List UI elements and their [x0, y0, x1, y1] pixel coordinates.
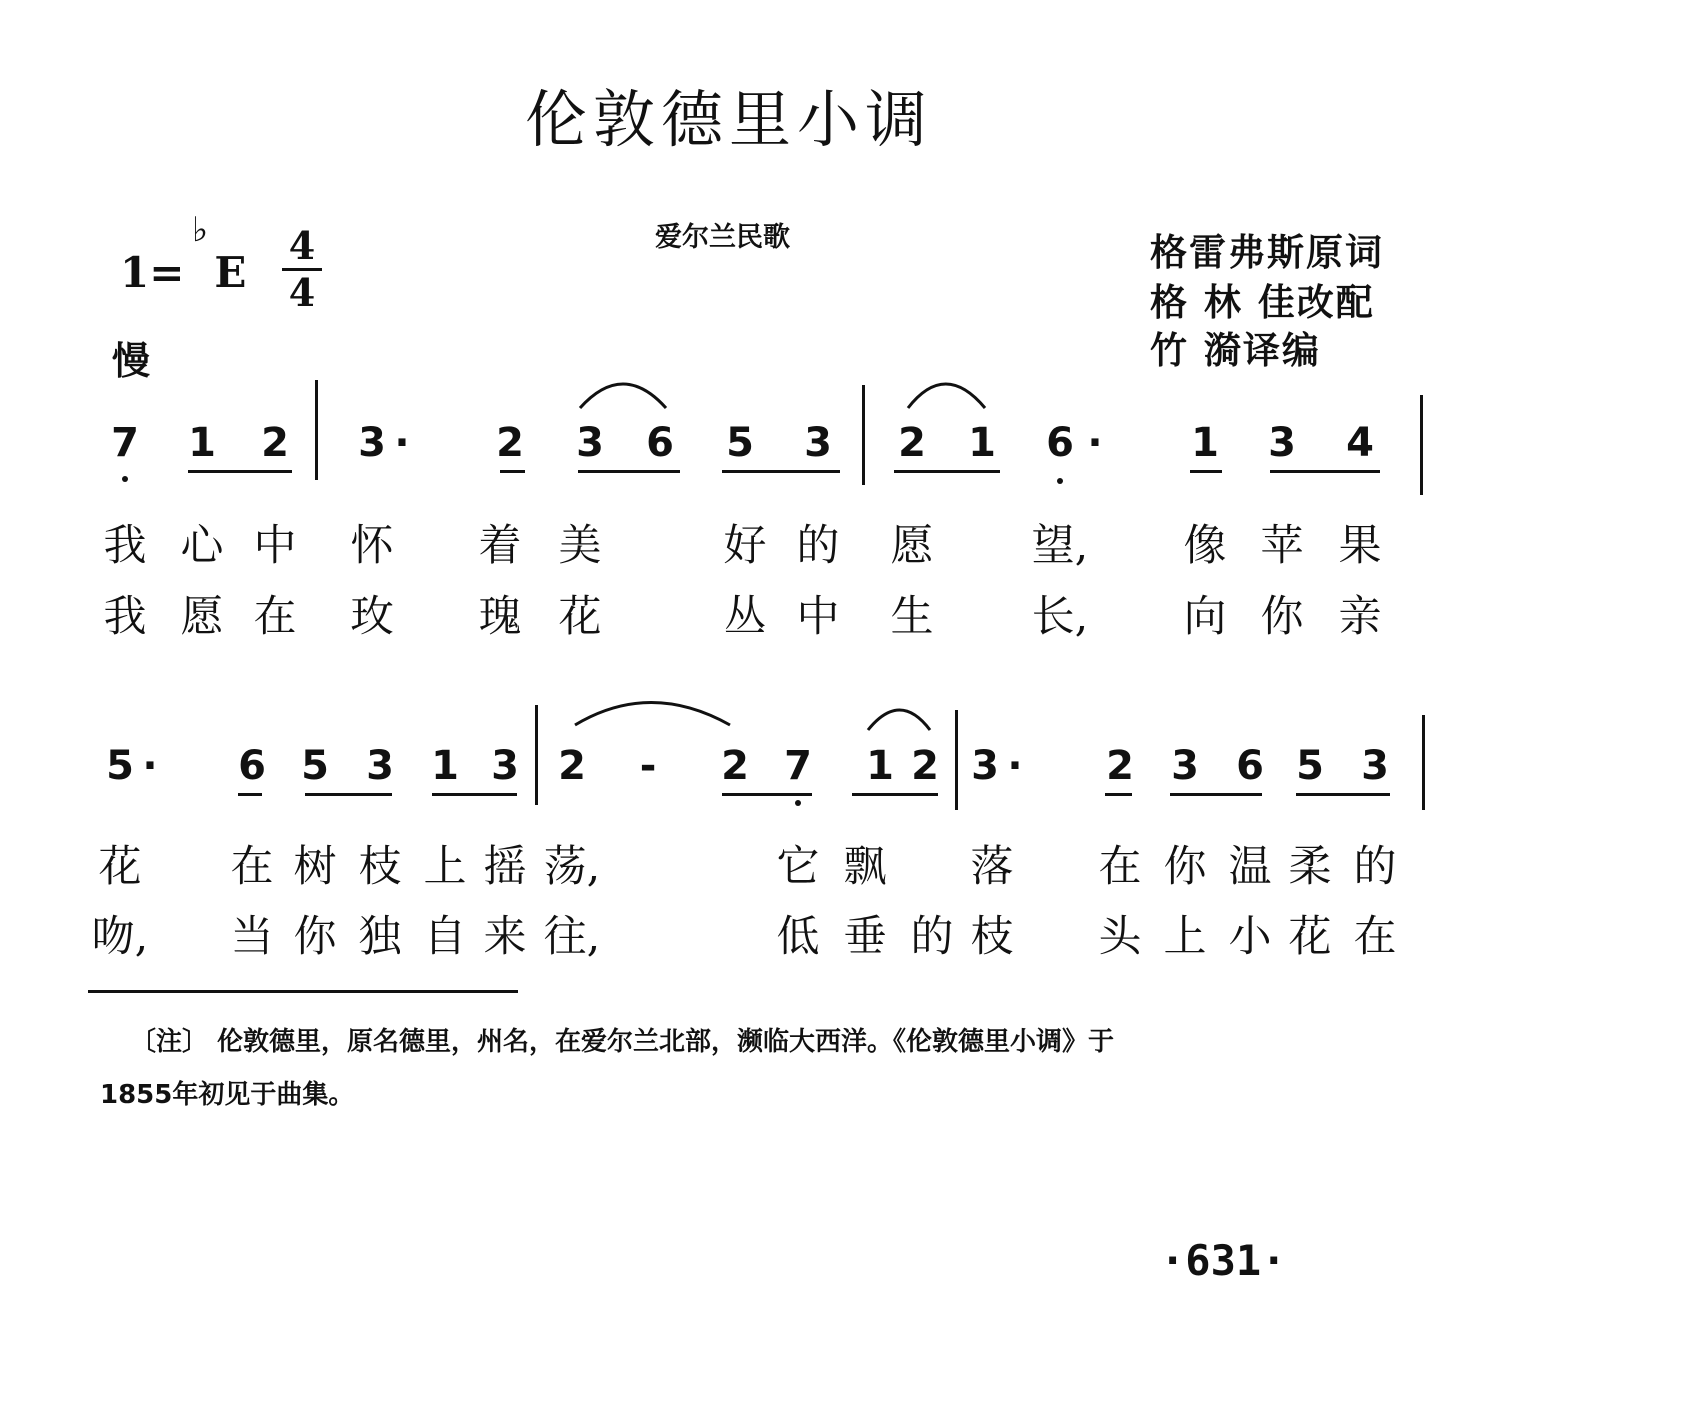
jianpu-note: 1 — [968, 420, 996, 466]
lyric-verse-2: 花 — [1288, 912, 1332, 962]
jianpu-note: 3 — [491, 743, 519, 789]
lyric-verse-1: 温 — [1228, 842, 1272, 892]
lyric-verse-2: 小 — [1228, 912, 1272, 962]
jianpu-note: 3 — [576, 420, 604, 466]
underline-beam — [238, 793, 262, 796]
jianpu-note: 6 — [1236, 743, 1264, 789]
lyric-verse-2: 在 — [253, 592, 297, 642]
jianpu-note: 4 — [1346, 420, 1374, 466]
lyric-verse-2: 上 — [1163, 912, 1207, 962]
underline-beam — [1170, 793, 1262, 796]
lyric-verse-2: 低 — [776, 912, 820, 962]
underline-beam — [432, 793, 517, 796]
jianpu-note: 1 — [866, 743, 894, 789]
lyric-verse-2: 垂 — [843, 912, 887, 962]
jianpu-note: 1 — [1191, 420, 1219, 466]
jianpu-note: 2 — [721, 743, 749, 789]
underline-beam — [1190, 470, 1222, 473]
footnote-divider — [88, 990, 518, 993]
lyric-verse-2: 生 — [890, 592, 934, 642]
lyric-verse-2: 的 — [910, 912, 954, 962]
lyric-verse-2: 你 — [293, 912, 337, 962]
lyric-verse-1: 荡, — [543, 842, 601, 892]
lyric-verse-2: 长, — [1031, 592, 1089, 642]
lyric-verse-1: 你 — [1163, 842, 1207, 892]
jianpu-note: 1 — [431, 743, 459, 789]
underline-beam — [305, 793, 392, 796]
lyric-verse-1: 中 — [253, 521, 297, 571]
underline-beam — [1270, 470, 1380, 473]
flat-sign: ♭ — [192, 210, 209, 250]
lyric-verse-1: 美 — [558, 521, 602, 571]
jianpu-note: 3 — [1268, 420, 1296, 466]
jianpu-note: 2 — [558, 743, 586, 789]
lyric-verse-1: 在 — [230, 842, 274, 892]
jianpu-note: 2 — [261, 420, 289, 466]
lyric-verse-1: 枝 — [358, 842, 402, 892]
lyric-verse-2: 亲 — [1338, 592, 1382, 642]
jianpu-note: · — [142, 743, 158, 789]
underline-beam — [1296, 793, 1390, 796]
lyric-verse-1: 的 — [796, 521, 840, 571]
jianpu-note: 3 — [804, 420, 832, 466]
jianpu-note: 7 — [111, 420, 139, 466]
underline-beam — [722, 470, 840, 473]
credit-lyricist: 格雷弗斯原词 — [1150, 231, 1384, 274]
jianpu-note: 2 — [898, 420, 926, 466]
lyric-verse-1: 它 — [776, 842, 820, 892]
jianpu-note: 5 — [726, 420, 754, 466]
credit-translator: 竹 漪译编 — [1150, 329, 1321, 372]
lyric-verse-1: 的 — [1353, 842, 1397, 892]
lyric-verse-2: 瑰 — [478, 592, 522, 642]
jianpu-note: 5 — [1296, 743, 1324, 789]
lyric-verse-1: 苹 — [1260, 521, 1304, 571]
jianpu-note: 5 — [301, 743, 329, 789]
underline-beam — [852, 793, 938, 796]
octave-dot — [795, 800, 801, 806]
jianpu-note: 2 — [496, 420, 524, 466]
underline-beam — [188, 470, 292, 473]
lyric-verse-1: 着 — [478, 521, 522, 571]
underline-beam — [500, 470, 525, 473]
lyric-verse-1: 像 — [1183, 521, 1227, 571]
lyric-verse-2: 当 — [230, 912, 274, 962]
jianpu-note: 1 — [188, 420, 216, 466]
jianpu-note: 3 — [358, 420, 386, 466]
jianpu-note: 6 — [238, 743, 266, 789]
lyric-verse-1: 怀 — [350, 521, 394, 571]
lyric-verse-2: 玫 — [350, 592, 394, 642]
underline-beam — [722, 793, 812, 796]
lyric-verse-2: 往, — [543, 912, 601, 962]
lyric-verse-1: 飘 — [843, 842, 887, 892]
octave-dot — [122, 476, 128, 482]
jianpu-note: 6 — [646, 420, 674, 466]
lyric-verse-2: 向 — [1183, 592, 1227, 642]
lyric-verse-2: 枝 — [970, 912, 1014, 962]
tempo-marking: 慢 — [112, 339, 151, 383]
lyric-verse-1: 心 — [180, 521, 224, 571]
underline-beam — [578, 470, 680, 473]
jianpu-note: 3 — [1361, 743, 1389, 789]
jianpu-note: 5 — [106, 743, 134, 789]
lyric-verse-1: 上 — [423, 842, 467, 892]
key-note: E — [214, 248, 247, 297]
lyric-verse-2: 中 — [796, 592, 840, 642]
jianpu-note: 2 — [1106, 743, 1134, 789]
jianpu-note: 3 — [366, 743, 394, 789]
lyric-verse-2: 花 — [558, 592, 602, 642]
underline-beam — [1105, 793, 1132, 796]
lyric-verse-1: 在 — [1098, 842, 1142, 892]
lyric-verse-2: 来 — [483, 912, 527, 962]
lyric-verse-1: 我 — [103, 521, 147, 571]
lyric-verse-1: 好 — [723, 521, 767, 571]
footnote-line-1: 〔注〕 伦敦德里，原名德里，州名，在爱尔兰北部，濒临大西洋。《伦敦德里小调》于 — [130, 1027, 1115, 1057]
lyric-verse-1: 果 — [1338, 521, 1382, 571]
lyric-verse-1: 摇 — [483, 842, 527, 892]
lyric-verse-1: 花 — [98, 842, 142, 892]
jianpu-note: · — [1007, 743, 1023, 789]
lyric-verse-2: 在 — [1353, 912, 1397, 962]
time-top: 4 — [288, 223, 316, 268]
jianpu-note: 3 — [971, 743, 999, 789]
jianpu-note: 3 — [1171, 743, 1199, 789]
jianpu-note: 7 — [784, 743, 812, 789]
lyric-verse-1: 落 — [970, 842, 1014, 892]
time-bottom: 4 — [288, 270, 316, 315]
underline-beam — [894, 470, 1000, 473]
lyric-verse-2: 我 — [103, 592, 147, 642]
credit-arranger: 格 林 佳改配 — [1150, 281, 1375, 324]
song-title: 伦敦德里小调 — [525, 83, 934, 156]
lyric-verse-2: 头 — [1098, 912, 1142, 962]
origin-label: 爱尔兰民歌 — [655, 222, 790, 253]
lyric-verse-2: 愿 — [180, 592, 224, 642]
page-number: ·631· — [1160, 1236, 1287, 1285]
lyric-verse-1: 望, — [1031, 521, 1089, 571]
jianpu-note: 2 — [911, 743, 939, 789]
jianpu-note: - — [639, 743, 657, 789]
octave-dot — [1057, 478, 1063, 484]
lyric-verse-1: 愿 — [890, 521, 934, 571]
lyric-verse-2: 吻, — [91, 912, 149, 962]
jianpu-note: 6 — [1046, 420, 1074, 466]
lyric-verse-2: 自 — [423, 912, 467, 962]
lyric-verse-2: 独 — [358, 912, 402, 962]
lyric-verse-1: 柔 — [1288, 842, 1332, 892]
lyric-verse-1: 树 — [293, 842, 337, 892]
slurs-row-1 — [0, 0, 1681, 500]
jianpu-note: · — [394, 420, 410, 466]
key-label: 1= — [120, 248, 185, 297]
lyric-verse-2: 你 — [1260, 592, 1304, 642]
lyric-verse-2: 丛 — [723, 592, 767, 642]
jianpu-note: · — [1087, 420, 1103, 466]
footnote-line-2: 1855年初见于曲集。 — [100, 1080, 355, 1110]
